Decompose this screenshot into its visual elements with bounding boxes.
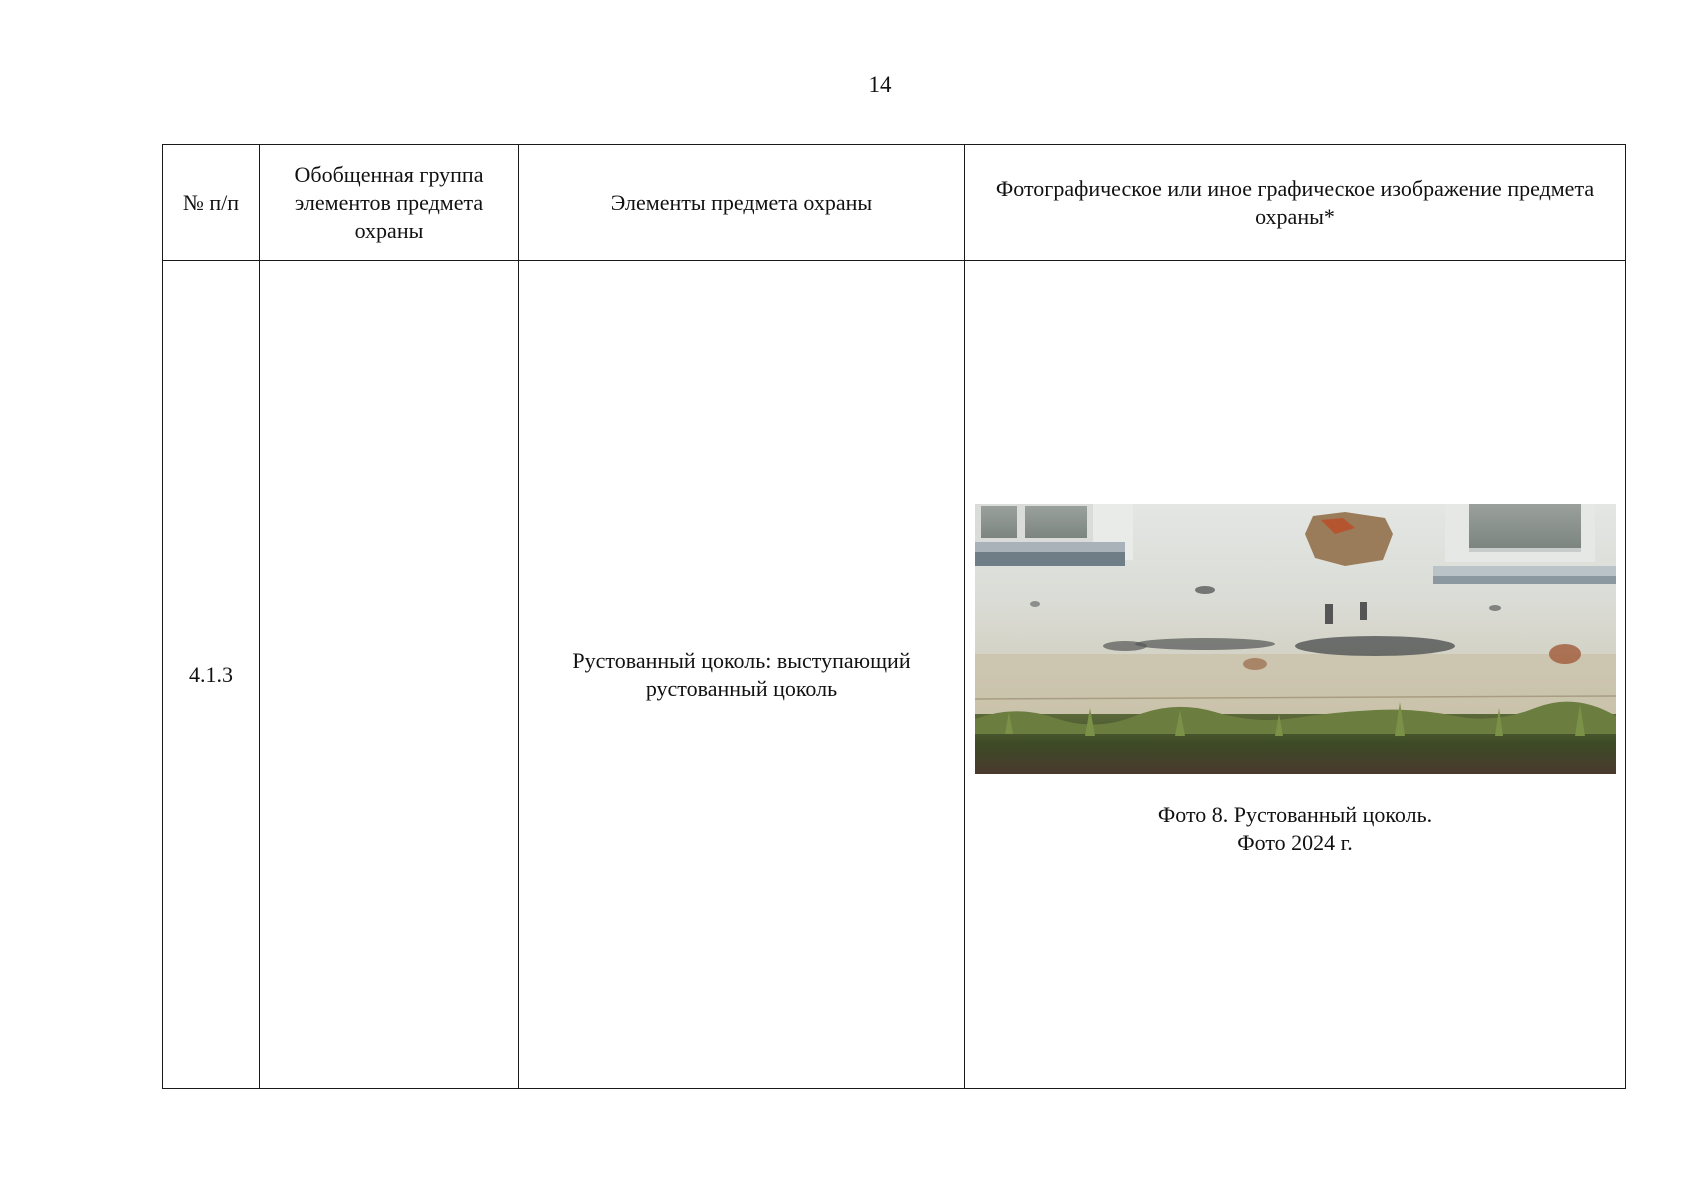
table-header-row: [163, 145, 1626, 261]
elements-line-2: рустованный цоколь: [645, 675, 838, 701]
photo-container: [975, 504, 1616, 857]
table-row: [163, 261, 1626, 1089]
photo-caption-line-1: Фото 8. Рустованный цоколь.: [1157, 802, 1433, 827]
row-num: 4.1.3: [163, 261, 260, 1089]
header-elements: Элементы предмета охраны: [519, 145, 965, 261]
header-group: Обобщенная группа элементов предмета охраны: [260, 145, 519, 261]
page-number: 14: [868, 72, 892, 97]
header-photo: Фотографическое или иное графическое изображение предмета охраны*: [965, 145, 1626, 261]
photo-caption-line-2: Фото 2024 г.: [1237, 830, 1353, 855]
row-group: [260, 261, 519, 1089]
protection-table: [162, 144, 1626, 1089]
row-photo: [965, 261, 1626, 1089]
row-elements: [519, 261, 965, 1089]
facade-photo: [975, 504, 1616, 774]
photo-caption: [975, 801, 1616, 857]
header-num: № п/п: [163, 145, 260, 261]
elements-line-1: Рустованный цоколь: выступающий: [572, 647, 911, 673]
